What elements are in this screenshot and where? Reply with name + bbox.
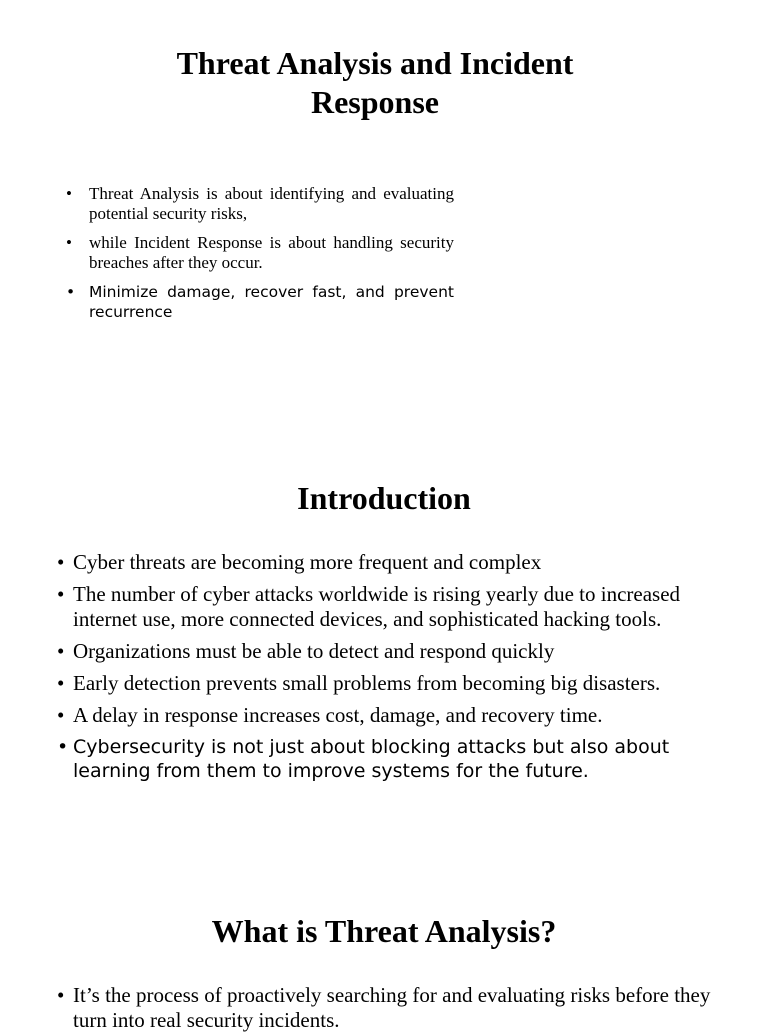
slide-2-bullet-list bbox=[57, 550, 717, 791]
bullet-icon: • bbox=[57, 702, 65, 727]
bullet-text: Minimize damage, recover fast, and prevent recurrence bbox=[89, 283, 454, 321]
bullet-text: A delay in response increases cost, damage, and recovery time. bbox=[73, 702, 603, 727]
bullet-item bbox=[57, 550, 717, 575]
bullet-item bbox=[57, 582, 717, 631]
bullet-item bbox=[66, 233, 454, 273]
bullet-text: Cyber threats are becoming more frequent and complex bbox=[73, 550, 542, 574]
bullet-text: while Incident Response is about handling security breaches after they occur. bbox=[89, 233, 454, 272]
bullet-item bbox=[57, 703, 717, 728]
bullet-item bbox=[57, 735, 717, 784]
bullet-icon: • bbox=[66, 233, 72, 252]
bullet-icon: • bbox=[57, 670, 65, 695]
bullet-icon: • bbox=[57, 582, 65, 606]
slide-1-bullet-list bbox=[66, 184, 454, 331]
bullet-icon: • bbox=[57, 638, 65, 663]
bullet-icon: • bbox=[57, 983, 65, 1007]
bullet-text: Threat Analysis is about identifying and evaluating potential security risks, bbox=[89, 184, 454, 223]
bullet-item bbox=[66, 184, 454, 224]
bullet-icon: • bbox=[57, 550, 65, 574]
bullet-icon: • bbox=[57, 735, 69, 758]
slide-3-title: What is Threat Analysis? bbox=[211, 913, 557, 949]
slide-3-bullet-list bbox=[57, 983, 717, 1032]
bullet-text: The number of cyber attacks worldwide is rising yearly due to increased internet use, more connected devices, and sophisticated hacking tools. bbox=[73, 582, 681, 631]
bullet-text: It’s the process of proactively searching for and evaluating risks before they turn into real security incidents. bbox=[73, 983, 711, 1032]
bullet-item bbox=[57, 983, 717, 1032]
slide-1-title: Threat Analysis and Incident Response bbox=[176, 45, 574, 120]
bullet-item bbox=[57, 639, 717, 664]
bullet-item bbox=[66, 282, 454, 322]
bullet-icon: • bbox=[66, 283, 76, 301]
bullet-text: Organizations must be able to detect and respond quickly bbox=[73, 638, 555, 663]
bullet-icon: • bbox=[66, 184, 72, 203]
bullet-text: Early detection prevents small problems from becoming big disasters. bbox=[73, 670, 661, 695]
bullet-item bbox=[57, 671, 717, 696]
bullet-text: Cybersecurity is not just about blocking attacks but also about learning from them to improve systems for the future. bbox=[73, 735, 670, 782]
slide-2-title: Introduction bbox=[297, 480, 471, 516]
